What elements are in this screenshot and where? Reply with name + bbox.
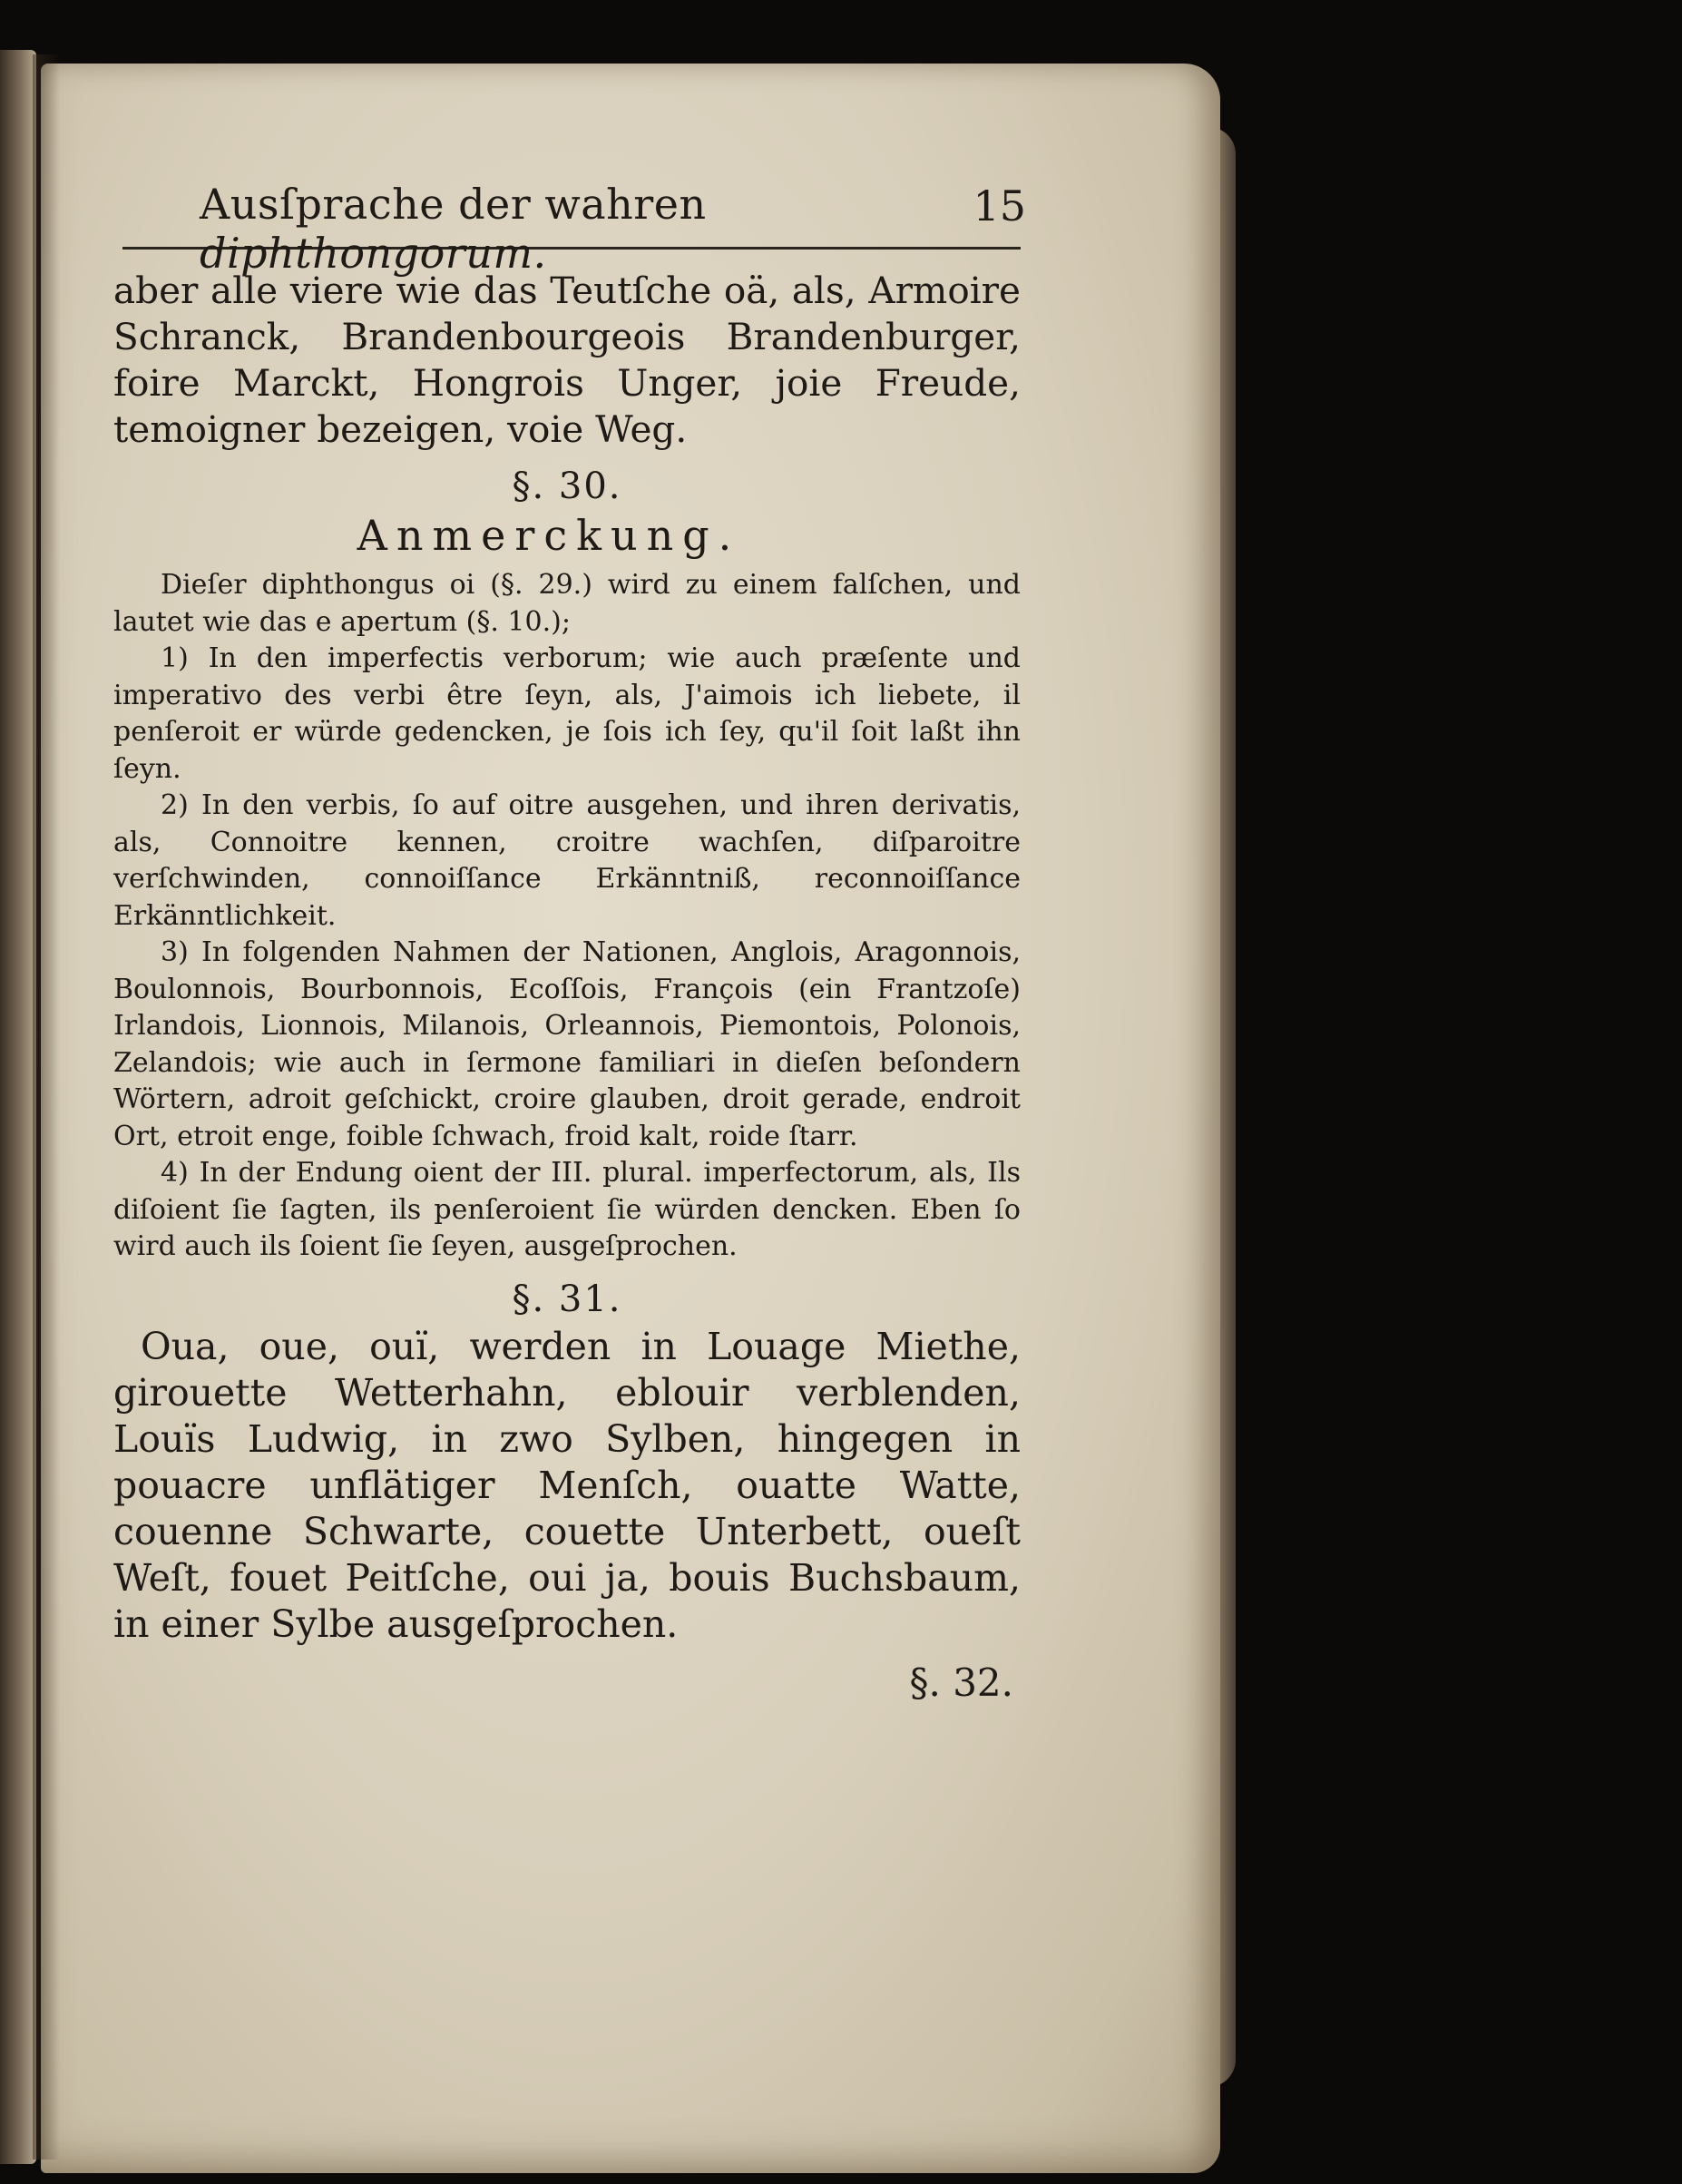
running-head (200, 180, 1021, 278)
note-paragraph: 4) In der Endung oient der III. plural. imperfectorum, als, Ils diſoient ſie ſagten, ils penſeroient ſie würden dencken. Eben ſo wird auch ils ſoient ſie ſeyen, ausgeſprochen. (113, 1157, 1021, 1262)
note-paragraph: 2) In den verbis, ſo auf oitre ausgehen, und ihren derivatis, als, Connoitre kennen, croitre wachſen, diſparoitre verſchwinden, connoiſſance Erkänntniß, reconnoiſſance Erkänntlichkeit. (113, 789, 1021, 932)
section-30-heading: §. 30. (512, 465, 622, 507)
note-paragraph: 3) In folgenden Nahmen der Nationen, Anglois, Aragonnois, Boulonnois, Bourbonnois, Ecoſſois, François (ein Frantzoſe) Irlandois, Lionnois, Milanois, Orleannois, Piemontois, Polonois, Zelandois; wie auch in ſermone familiari in dieſen beſondern Wörtern, adroit geſchickt, croire glauben, droit gerade, endroit Ort, etroit enge, foible ſchwach, froid kalt, roide ſtarr. (113, 936, 1021, 1152)
section-31-heading: §. 31. (512, 1278, 622, 1320)
intro-paragraph: aber alle viere wie das Teutſche oä, als, Armoire Schranck, Brandenbourgeois Brandenburger, foire Marckt, Hongrois Unger, joie Freude, temoigner bezeigen, voie Weg. (113, 269, 1021, 451)
page-number: 15 (973, 181, 1026, 230)
section-31-paragraph: Oua, oue, ouï, werden in Louage Miethe, girouette Wetterhahn, eblouir verblenden, Louïs Ludwig, in zwo Sylben, hingegen in pouacre unflätiger Menſch, ouatte Watte, couenne Schwarte, couette Unterbett, oueſt Weſt, fouet Peitſche, oui ja, bouis Buchsbaum, in einer Sylbe ausgeſprochen. (113, 1324, 1021, 1646)
gutter-shadow (33, 54, 60, 2160)
text-block (113, 172, 1026, 1705)
page-header (113, 172, 1026, 278)
previous-page-edge (0, 50, 36, 2164)
running-head-upright: Ausſprache der wahren (200, 180, 707, 229)
running-head-italic: diphthongorum. (200, 229, 547, 278)
note-heading: Anmerckung. (357, 511, 741, 560)
note-paragraph: 1) In den imperfectis verborum; wie auch præſente und imperativo des verbi être ſeyn, als, J'aimois ich liebete, il penſeroit er würde gedencken, je ſois ich ſey, qu'il ſoit laßt ihn ſeyn. (113, 642, 1021, 785)
catchword: §. 32. (909, 1660, 1013, 1705)
note-paragraph: Dieſer diphthongus oi (§. 29.) wird zu einem falſchen, und lautet wie das e apertum (§. 10.); (113, 569, 1021, 638)
